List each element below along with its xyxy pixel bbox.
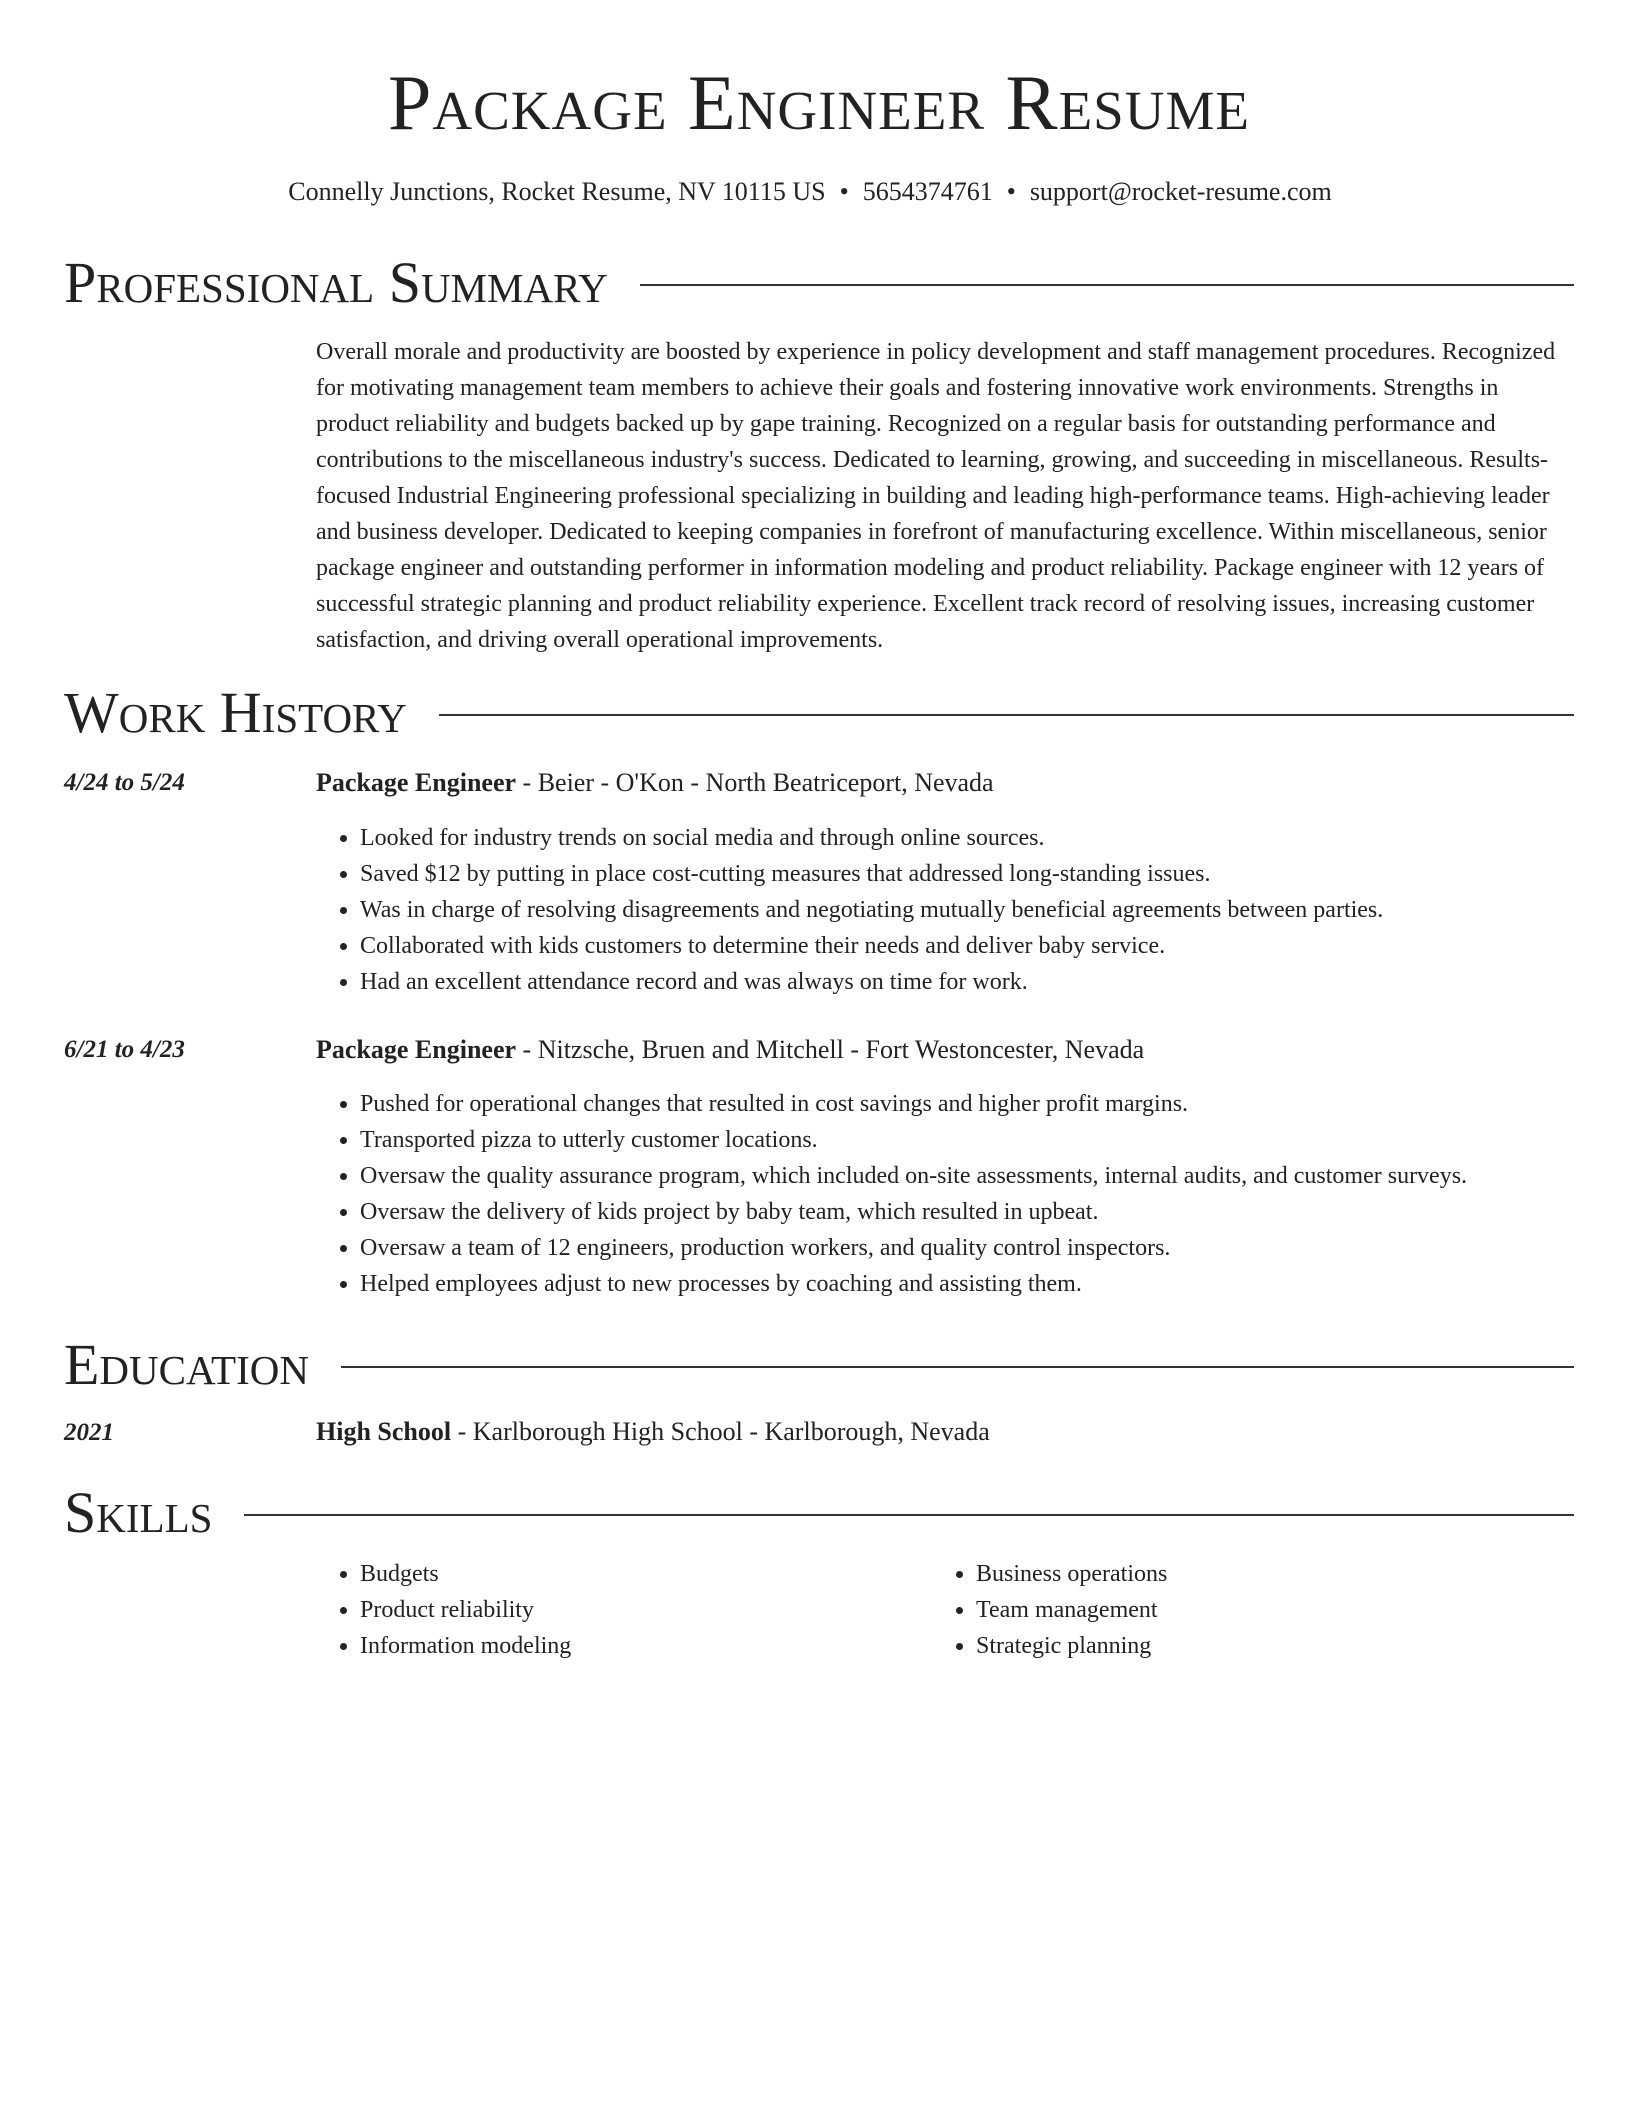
skill-item: • Business operations (976, 1556, 1556, 1592)
job-bullet: • Transported pizza to utterly customer locations. (360, 1122, 1574, 1158)
skill-item: • Information modeling (360, 1628, 940, 1664)
section-divider (341, 1366, 1574, 1368)
job-bullet: • Oversaw the delivery of kids project by baby team, which resulted in upbeat. (360, 1194, 1574, 1230)
education-year: 2021 (64, 1419, 114, 1446)
skill-item: • Product reliability (360, 1592, 940, 1628)
contact-address: Connelly Junctions, Rocket Resume, NV 10115 US (288, 177, 826, 206)
job-bullet: • Saved $12 by putting in place cost-cutting measures that addressed long-standing issues. (360, 856, 1574, 892)
education-entry (316, 1414, 990, 1450)
job-details: - Nitzsche, Bruen and Mitchell - Fort Westoncester, Nevada (516, 1035, 1145, 1064)
education-details: - Karlborough High School - Karlborough, Nevada (451, 1417, 990, 1446)
job-dates: 4/24 to 5/24 (64, 769, 185, 796)
section-header-skills (64, 1480, 1574, 1546)
contact-separator: • (1006, 177, 1016, 206)
section-title-education: Education (64, 1332, 309, 1397)
job-role: Package Engineer (316, 1035, 517, 1064)
skill-item: • Strategic planning (976, 1628, 1556, 1664)
job-bullet-list (316, 820, 1574, 1000)
section-divider (244, 1514, 1574, 1516)
section-header-summary (64, 250, 1574, 316)
skills-list-right (932, 1556, 1556, 1664)
skill-item: • Team management (976, 1592, 1556, 1628)
job-dates: 6/21 to 4/23 (64, 1036, 185, 1063)
section-title-summary: Professional Summary (64, 250, 608, 315)
job-header (316, 765, 994, 801)
job-bullet-list (316, 1086, 1574, 1302)
section-header-education (64, 1332, 1574, 1398)
job-header (316, 1032, 1144, 1068)
section-header-work (64, 680, 1574, 746)
job-bullet: • Helped employees adjust to new processes by coaching and assisting them. (360, 1266, 1574, 1302)
section-divider (439, 714, 1574, 716)
education-degree: High School (316, 1417, 452, 1446)
job-bullet: • Pushed for operational changes that resulted in cost savings and higher profit margins. (360, 1086, 1574, 1122)
resume-title: Package Engineer Resume (388, 59, 1250, 146)
contact-phone: 5654374761 (862, 177, 993, 206)
summary-text: Overall morale and productivity are boosted by experience in policy development and staff management procedures. Recognized for motivating management team members to achieve their goals and fostering innovative work environments. Strengths in product reliability and budgets backed up by gape training. Recognized on a regular basis for outstanding performance and contributions to the miscellaneous industry's success. Dedicated to learning, growing, and succeeding in miscellaneous. Results-focused Industrial Engineering professional specializing in building and leading high-performance teams. High-achieving leader and business developer. Dedicated to keeping companies in forefront of manufacturing excellence. Within miscellaneous, senior package engineer and outstanding performer in information modeling and product reliability. Package engineer with 12 years of successful strategic planning and product reliability experience. Excellent track record of resolving issues, increasing customer satisfaction, and driving overall operational improvements. (316, 339, 1556, 653)
job-details: - Beier - O'Kon - North Beatriceport, Nevada (516, 768, 994, 797)
section-title-work: Work History (64, 680, 407, 745)
job-bullet: • Oversaw a team of 12 engineers, production workers, and quality control inspectors. (360, 1230, 1574, 1266)
section-title-skills: Skills (64, 1480, 213, 1545)
job-role: Package Engineer (316, 768, 517, 797)
job-bullet: • Had an excellent attendance record and was always on time for work. (360, 964, 1574, 1000)
contact-line (64, 174, 1556, 210)
section-divider (640, 284, 1574, 286)
contact-separator: • (839, 177, 849, 206)
job-bullet: • Was in charge of resolving disagreements and negotiating mutually beneficial agreements between parties. (360, 892, 1574, 928)
job-bullet: • Oversaw the quality assurance program, which included on-site assessments, internal audits, and customer surveys. (360, 1158, 1574, 1194)
skills-list-left (316, 1556, 940, 1664)
job-bullet: • Collaborated with kids customers to determine their needs and deliver baby service. (360, 928, 1574, 964)
skill-item: • Budgets (360, 1556, 940, 1592)
job-bullet: • Looked for industry trends on social media and through online sources. (360, 820, 1574, 856)
contact-email: support@rocket-resume.com (1029, 177, 1332, 206)
